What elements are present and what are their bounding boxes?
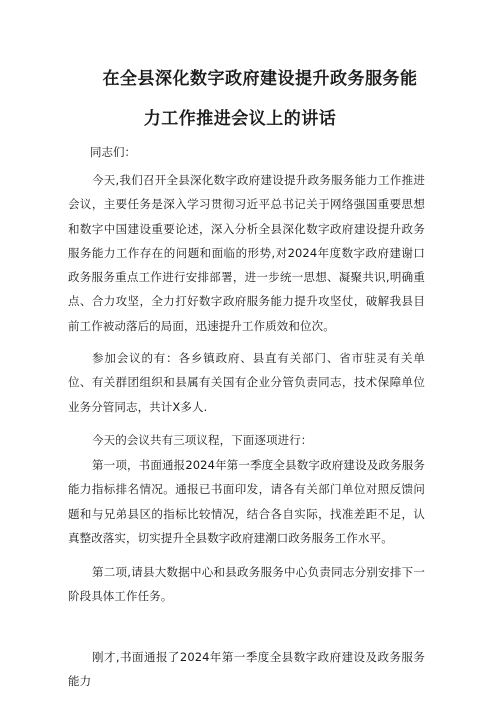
paragraph-agenda-item-1: 第一项，书面通报2024年第一季度全县数字政府建设及政务服务能力指标排名情况。通报已书面印发，请各有关部门单位对照反馈问题和与兄弟县区的指标比较情况，结合各自实际，找准差距不足，认真整改落实，切实提升全县数字政府建潮口政务服务工作水平。 (68, 458, 425, 545)
document-title-line-2: 力工作推进会议上的讲话 (143, 109, 337, 129)
paragraph-summary: 刚才,书面通报了2024年第一季度全县数字政府建设及政务服务能力 (68, 650, 425, 689)
paragraph-opening: 今天,我们召开全县深化数字政府建设提升政务服务能力工作推进会议，主要任务是深入学习贯彻习近平总书记关于网络强国重要思想和数字中国建设重要论述，深入分析全县深化数字政府建设提升政务服务能力工作存在的问题和面临的形势,对2024年度数字政府建谢口政务服务重点工作进行安排部署，进一步统一思想、凝聚共识,明确重点、合力攻坚，全力打好数字政府服务能力提升攻坚仗，破解我县目前工作被动落后的局面，迅速提升工作质效和位次。 (68, 173, 425, 333)
paragraph-agenda-intro: 今天的会议共有三项议程，下面逐项进行： (92, 433, 313, 447)
paragraph-attendees: 参加会议的有：各乡镇政府、县直有关部门、省市驻灵有关单位、有关群团组织和县属有关国有企业分管负责同志，技术保障单位业务分管同志，共计X多人. (68, 351, 425, 414)
paragraph-agenda-item-2: 第二项,请县大数据中心和县政务服务中心负责同志分别安排下一阶段具体工作任务。 (68, 565, 425, 604)
document-title-line-1: 在全县深化数字政府建设提升政务服务能 (102, 69, 418, 89)
salutation: 同志们： (90, 145, 136, 159)
